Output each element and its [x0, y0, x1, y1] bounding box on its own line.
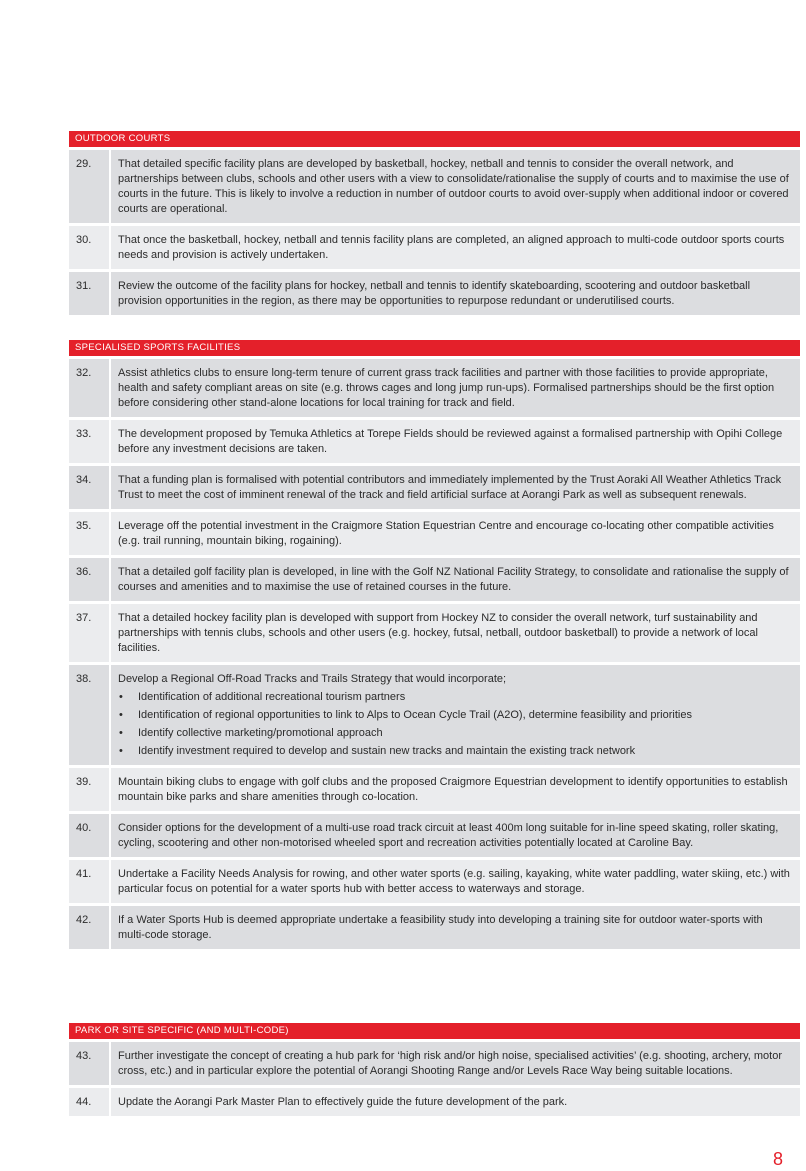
item-number: 37.	[76, 612, 92, 624]
table-row	[69, 150, 800, 223]
item-number: 40.	[76, 822, 92, 834]
item-number: 35.	[76, 520, 92, 532]
item-text: Assist athletics clubs to ensure long-term tenure of current grass track facilities and partner with those facilities to provide appropriate, health and safety compliant areas on site (e.g. throws cages and long jump run-ups). Formalised partnerships should be the first option before considering other stand-alone locations for local training for track and field.	[109, 359, 800, 417]
table-row	[69, 814, 800, 857]
item-number: 33.	[76, 428, 92, 440]
item-text: Further investigate the concept of creating a hub park for ‘high risk and/or high noise, specialised activities’ (e.g. shooting, archery, motor cross, etc.) and in particular explore the potential of Aorangi Shooting Range and/or Levels Race Way being suitable locations.	[109, 1042, 800, 1085]
table-row	[69, 906, 800, 949]
item-number: 30.	[76, 234, 92, 246]
table-row	[69, 512, 800, 555]
section-outdoor-courts	[69, 131, 800, 315]
item-number: 32.	[76, 367, 92, 379]
section-header: SPECIALISED SPORTS FACILITIES	[69, 340, 800, 356]
item-number: 43.	[76, 1050, 92, 1062]
item-number: 44.	[76, 1096, 92, 1108]
table-row	[69, 272, 800, 315]
bullet-item: • Identify collective marketing/promotional approach	[118, 726, 792, 741]
item-text: Develop a Regional Off-Road Tracks and Trails Strategy that would incorporate;	[118, 673, 507, 685]
table-row	[69, 420, 800, 463]
section-header: OUTDOOR COURTS	[69, 131, 800, 147]
item-number: 36.	[76, 566, 92, 578]
page-number: 8	[772, 1149, 783, 1169]
bullet-list	[118, 690, 792, 759]
bullet-item: • Identification of regional opportunities to link to Alps to Ocean Cycle Trail (A2O), determine feasibility and priorities	[118, 708, 792, 723]
section-header: PARK OR SITE SPECIFIC (AND MULTI-CODE)	[69, 1023, 800, 1039]
table-row	[69, 604, 800, 662]
table-row	[69, 226, 800, 269]
item-number: 34.	[76, 474, 92, 486]
section-specialised-sports-facilities	[69, 340, 800, 949]
item-text: The development proposed by Temuka Athletics at Torepe Fields should be reviewed against a formalised partnership with Opihi College before any investment decisions are taken.	[109, 420, 800, 463]
item-number: 39.	[76, 776, 92, 788]
table-row	[69, 558, 800, 601]
item-number: 38.	[76, 673, 92, 685]
table-row	[69, 1042, 800, 1085]
item-number: 29.	[76, 158, 92, 170]
section-park-or-site-specific	[69, 1023, 800, 1116]
item-number: 31.	[76, 280, 92, 292]
table-row	[69, 768, 800, 811]
item-text: If a Water Sports Hub is deemed appropriate undertake a feasibility study into developing a training site for outdoor water-sports with multi-code storage.	[109, 906, 800, 949]
table-row	[69, 860, 800, 903]
item-text: That a detailed hockey facility plan is developed with support from Hockey NZ to consider the overall network, turf sustainability and partnerships with tennis clubs, schools and other users (e.g. hockey, futsal, netball, outdoor basketball) to provide a network of local facilities.	[109, 604, 800, 662]
item-text: That a detailed golf facility plan is developed, in line with the Golf NZ National Facility Strategy, to consolidate and rationalise the supply of courses and amenities and to maximise the use of retained courses in the future.	[109, 558, 800, 601]
item-text: Undertake a Facility Needs Analysis for rowing, and other water sports (e.g. sailing, kayaking, white water paddling, water skiing, etc.) with particular focus on potential for a water sports hub with better access to waterways and storage.	[109, 860, 800, 903]
item-text: That detailed specific facility plans are developed by basketball, hockey, netball and tennis to consider the overall network, and partnerships between clubs, schools and other users with a view to consolidate/rationalise the supply of courts and to maximise the use of courts in the future. This is likely to involve a reduction in number of outdoor courts to avoid over-supply when additional indoor or covered courts are operational.	[109, 150, 800, 223]
item-text: Review the outcome of the facility plans for hockey, netball and tennis to identify skateboarding, scootering and outdoor basketball provision opportunities in the region, as there may be opportunities to repurpose redundant or underutilised courts.	[109, 272, 800, 315]
bullet-item: • Identify investment required to develop and sustain new tracks and maintain the existing track network	[118, 744, 792, 759]
table-row	[69, 466, 800, 509]
item-number: 41.	[76, 868, 92, 880]
item-text: Mountain biking clubs to engage with golf clubs and the proposed Craigmore Equestrian development to identify opportunities to establish mountain bike parks and share amenities through co-location.	[109, 768, 800, 811]
item-text: Consider options for the development of a multi-use road track circuit at least 400m long suitable for in-line speed skating, roller skating, cycling, scootering and other non-motorised wheeled sport and recreation activities potentially located at Caroline Bay.	[109, 814, 800, 857]
table-row	[69, 665, 800, 765]
item-text: Update the Aorangi Park Master Plan to effectively guide the future development of the park.	[109, 1088, 800, 1116]
bullet-item: • Identification of additional recreational tourism partners	[118, 690, 792, 705]
item-text: Leverage off the potential investment in the Craigmore Station Equestrian Centre and encourage co-locating other compatible activities (e.g. trail running, mountain biking, rogaining).	[109, 512, 800, 555]
table-row	[69, 1088, 800, 1116]
item-text: That a funding plan is formalised with potential contributors and immediately implemented by the Trust Aoraki All Weather Athletics Track Trust to meet the cost of imminent renewal of the track and field artificial surface at Aorangi Park as well as subsequent renewals.	[109, 466, 800, 509]
item-number: 42.	[76, 914, 92, 926]
item-text-block	[109, 665, 800, 765]
table-row	[69, 359, 800, 417]
item-text: That once the basketball, hockey, netball and tennis facility plans are completed, an aligned approach to multi-code outdoor sports courts needs and provision is actively undertaken.	[109, 226, 800, 269]
